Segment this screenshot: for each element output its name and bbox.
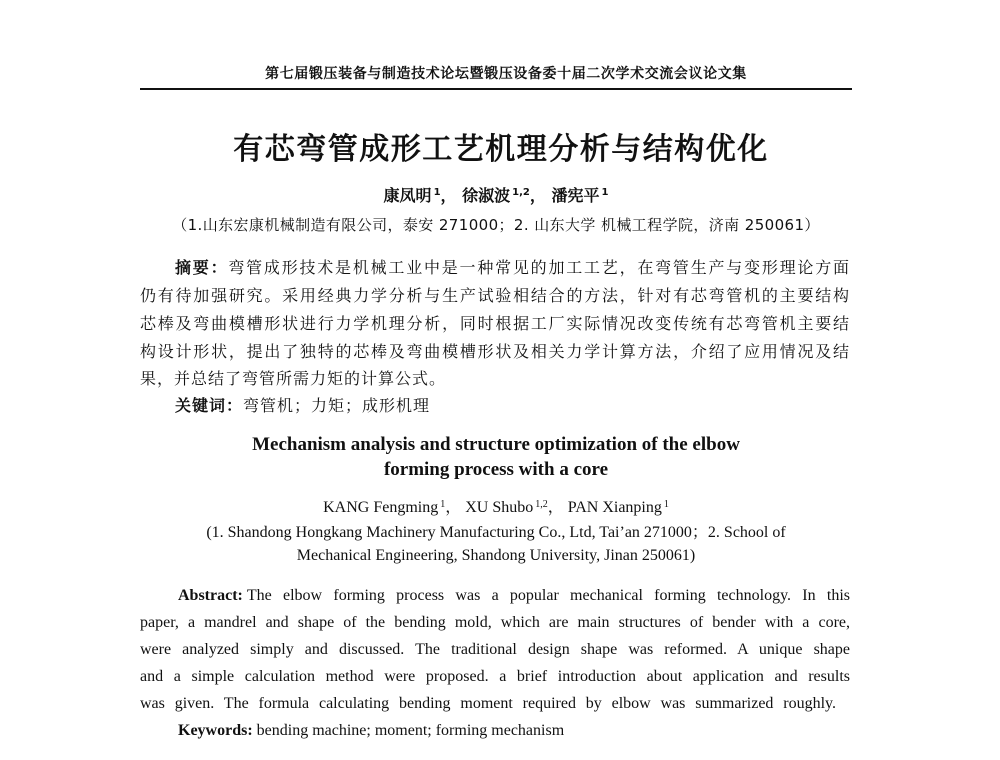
title-english-line: Mechanism analysis and structure optimization of the elbow (252, 434, 740, 455)
abstract-en-label: Abstract: (178, 587, 243, 604)
author-affiliation-mark: 1,2 (512, 187, 530, 198)
abstract-en-line: were analyzed simply and discussed. The traditional design shape was reformed. A unique shape (140, 641, 850, 658)
affiliation-english-line: (1. Shandong Hongkang Machinery Manufacturing Co., Ltd, Tai’an 271000；2. School of (206, 524, 786, 541)
abstract-cn-line: 构设计形状，提出了独特的芯棒及弯曲模槽形状及相关力学计算方法，介绍了应用情况及结 (140, 342, 850, 361)
title-chinese: 有芯弯管成形工艺机理分析与结构优化 (233, 132, 769, 167)
abstract-cn-label: 摘要： (175, 258, 229, 277)
abstract-en-line: was given. The formula calculating bending moment required by elbow was summarized roughly. (140, 695, 836, 712)
header-rule (140, 88, 852, 90)
keywords-en-text: bending machine; moment; forming mechanism (256, 722, 565, 739)
author-separator: ， (440, 186, 457, 205)
author-name: 潘宪平 (551, 186, 600, 205)
affiliation-chinese: （1.山东宏康机械制造有限公司，泰安 271000；2. 山东大学 机械工程学院，济南 250061） (172, 216, 820, 234)
author-name: XU Shubo (465, 499, 534, 516)
abstract-en-text: The elbow forming process was a popular mechanical forming technology. In this (246, 587, 850, 604)
abstract-cn-line: 仍有待加强研究。采用经典力学分析与生产试验相结合的方法，针对有芯弯管机的主要结构 (140, 286, 850, 305)
author-separator: ， (445, 499, 462, 516)
author-separator: ， (547, 499, 564, 516)
keywords-english (178, 719, 778, 743)
authors-english (140, 496, 852, 520)
author-name: 康凤明 (383, 186, 432, 205)
keywords-cn-text: 弯管机；力矩；成形机理 (243, 396, 431, 415)
author-name: PAN Xianping (567, 499, 662, 516)
keywords-chinese (175, 394, 775, 418)
author-name: 徐淑波 (462, 186, 511, 205)
author-separator: ， (529, 186, 546, 205)
abstract-cn-line: 果，并总结了弯管所需力矩的计算公式。 (140, 369, 447, 388)
keywords-en-label: Keywords: (178, 722, 253, 739)
author-affiliation-mark: 1 (440, 499, 446, 510)
title-english-line: forming process with a core (383, 459, 609, 480)
author-name: KANG Fengming (323, 499, 439, 516)
abstract-cn-line (175, 256, 850, 280)
abstract-cn-text: 弯管成形技术是机械工业中是一种常见的加工工艺，在弯管生产与变形理论方面 (228, 258, 850, 277)
keywords-cn-label: 关键词： (175, 396, 244, 415)
author-affiliation-mark: 1 (663, 499, 669, 510)
affiliation-english-line: Mechanical Engineering, Shandong University, Jinan 250061) (296, 547, 696, 564)
running-header: 第七届锻压装备与制造技术论坛暨锻压设备委十届二次学术交流会议论文集 (265, 66, 747, 82)
authors-chinese (140, 184, 852, 208)
abstract-cn-line: 芯棒及弯曲模槽形状进行力学机理分析，同时根据工厂实际情况改变传统有芯弯管机主要结 (140, 314, 850, 333)
author-affiliation-mark: 1,2 (535, 499, 548, 510)
abstract-en-line: and a simple calculation method were proposed. a brief introduction about application and results (140, 668, 850, 685)
author-affiliation-mark: 1 (433, 187, 441, 198)
abstract-en-line (178, 584, 850, 608)
author-affiliation-mark: 1 (601, 187, 609, 198)
abstract-en-line: paper, a mandrel and shape of the bending mold, which are main structures of bender with a core, (140, 614, 850, 631)
